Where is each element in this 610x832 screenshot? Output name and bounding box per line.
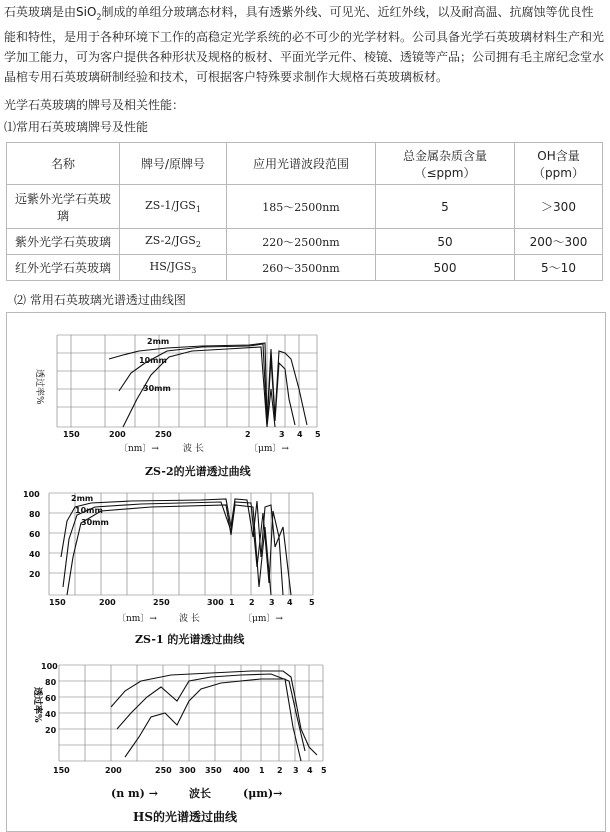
zs2-label-2mm: 2mm [147,337,170,346]
zs1-ytick-20: 20 [29,570,41,579]
zs1-tick-2: 2 [249,598,255,607]
zs2-tick-150: 150 [63,430,80,439]
cell-metal: 5 [376,185,515,229]
cell-metal: 50 [376,229,515,255]
zs1-ytick-100: 100 [23,490,40,499]
curves-figure [6,312,606,832]
hs-tick-400: 400 [233,766,250,775]
grade-table [6,142,603,281]
header-oh: OH含量（ppm） [515,143,603,185]
hs-tick-1: 1 [259,766,265,775]
hs-tick-350: 350 [205,766,222,775]
section-title: 光学石英玻璃的牌号及相关性能： [4,98,185,112]
zs1-ytick-40: 40 [29,550,41,559]
zs2-tick-4: 4 [297,430,303,439]
zs1-ytick-80: 80 [29,510,41,519]
zs2-unit-um: 〔μm〕→ [249,444,289,454]
table-header-row [7,143,603,185]
hs-ytick-60: 60 [45,694,57,703]
cell-name: 紫外光学石英玻璃 [7,229,120,255]
curves-subtitle: ⑵ 常用石英玻璃光谱透过曲线图 [14,293,186,307]
hs-caption: HS的光谱透过曲线 [133,810,238,824]
zs2-xlabel: 波 长 [183,444,204,454]
zs2-ylabel: 透过率% [34,369,44,405]
intro-paragraph [4,2,605,85]
header-name: 名称 [7,143,120,185]
cell-name: 红外光学石英玻璃 [7,255,120,281]
zs1-label-30mm: 30mm [81,518,109,527]
zs1-label-10mm: 10mm [75,506,103,515]
hs-ytick-40: 40 [45,710,57,719]
cell-range: 260～3500nm [227,255,376,281]
intro-formula-subscript: 2 [96,12,102,22]
cell-metal: 500 [376,255,515,281]
zs1-caption: ZS-1 的光谱透过曲线 [135,633,245,646]
hs-tick-150: 150 [53,766,70,775]
zs1-tick-200: 200 [99,598,116,607]
cell-range: 185～2500nm [227,185,376,229]
hs-chart [21,657,331,829]
hs-curve-c [125,679,301,761]
hs-ytick-80: 80 [45,678,57,687]
zs1-tick-3: 3 [269,598,275,607]
zs1-label-2mm: 2mm [71,494,94,503]
hs-tick-4: 4 [307,766,313,775]
zs1-tick-300: 300 [207,598,224,607]
cell-oh: ＞300 [515,185,603,229]
zs1-chart [21,487,321,647]
hs-tick-200: 200 [105,766,122,775]
cell-oh: 5～10 [515,255,603,281]
zs1-tick-4: 4 [287,598,293,607]
hs-tick-5: 5 [321,766,327,775]
hs-tick-250: 250 [155,766,172,775]
table-row [7,229,603,255]
intro-formula-o: O [86,5,97,19]
header-range: 应用光谱波段范围 [227,143,376,185]
zs2-tick-3: 3 [279,430,285,439]
zs1-tick-5: 5 [309,598,315,607]
zs2-unit-nm: 〔nm〕→ [119,444,159,454]
zs1-tick-1: 1 [229,598,235,607]
zs1-tick-150: 150 [49,598,66,607]
zs2-caption: ZS-2的光谱透过曲线 [145,465,251,478]
hs-xlabel: 波长 [189,787,211,800]
zs2-label-30mm: 30mm [143,384,171,393]
hs-tick-300: 300 [179,766,196,775]
zs2-tick-2: 2 [245,430,251,439]
cell-code: $ZS-2/JGS_2$ [120,229,227,255]
zs1-tick-250: 250 [153,598,170,607]
hs-ytick-100: 100 [41,662,58,671]
zs2-tick-250: 250 [155,430,172,439]
cell-code: $HS/JGS_3$ [120,255,227,281]
hs-tick-2: 2 [277,766,283,775]
zs2-tick-5: 5 [315,430,321,439]
cell-code: $ZS-1/JGS_1$ [120,185,227,229]
zs2-label-10mm: 10mm [139,356,167,365]
table-row [7,185,603,229]
zs1-xlabel: 波 长 [179,614,200,624]
intro-text-rest: 制成的单组分玻璃态材料，具有透紫外线、可见光、近红外线，以及耐高温、抗腐蚀等优良性能和特性，是用于各种环境下工作的高稳定光学系统的必不可少的光学材料。公司具备光学石英玻璃材料生产和光学加工能力，可为客户提供各种形状及规格的板材、平面光学元件、棱镜、透镜等产品；公司拥有毛主席纪念堂水晶棺专用石英玻璃研制经验和技术，可根据客户特殊要求制作大规格石英玻璃板材。 [4,5,605,85]
hs-ylabel: 透过率% [32,687,42,723]
cell-oh: 200～300 [515,229,603,255]
intro-text-start: 石英玻璃是由Si [4,5,87,19]
zs1-unit-nm: 〔nm〕→ [117,614,157,624]
hs-unit-um: (μm)→ [243,787,283,800]
zs1-unit-um: 〔μm〕→ [243,614,283,624]
header-code: 牌号/原牌号 [120,143,227,185]
header-metal: 总金属杂质含量 （≤ppm） [376,143,515,185]
cell-range: 220～2500nm [227,229,376,255]
hs-ytick-20: 20 [45,726,57,735]
table-row [7,255,603,281]
hs-unit-nm: (n m) → [111,787,158,800]
zs1-ytick-60: 60 [29,530,41,539]
zs2-chart [27,329,327,481]
hs-tick-3: 3 [293,766,299,775]
cell-name: 远紫外光学石英玻璃 [7,185,120,229]
table-subtitle: ⑴常用石英玻璃牌号及性能 [4,120,149,134]
zs2-tick-200: 200 [109,430,126,439]
